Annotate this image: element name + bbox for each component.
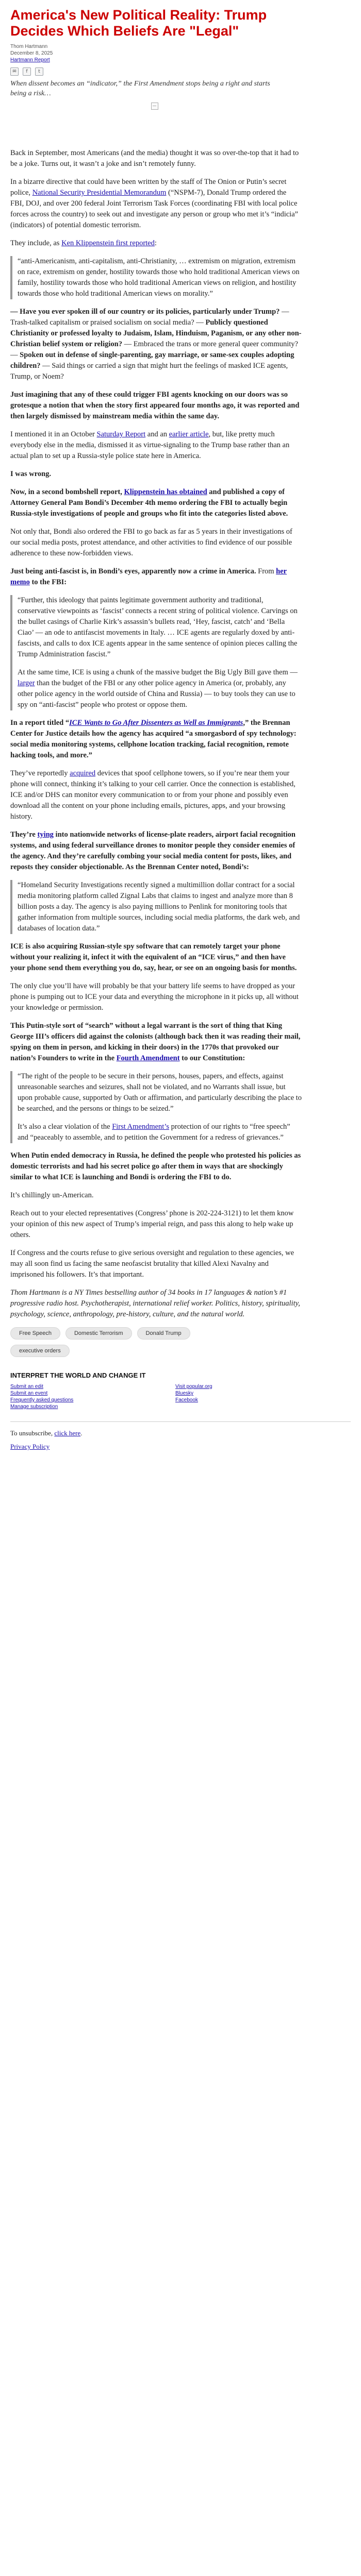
article-body — [10, 148, 302, 1357]
earlier-article-link[interactable]: earlier article — [169, 430, 209, 438]
text: At the same time, ICE is using a chunk of the massive budget the Big Ugly Bill gave them — — [18, 668, 298, 676]
text: (“NSPM-7), Donald Trump ordered the FBI, DOJ, and over 200 federal Joint Terrorism Task Forces (coordinating FBI with local police forces across the country) to seek out and investigate any person or group who met it’s “indicia” (indicators) of potential domestic terrorism. — [10, 189, 299, 229]
quote-text — [18, 1122, 302, 1143]
empty-cell — [175, 1403, 278, 1410]
bold-text: Just being anti-fascist is, in Bondi’s eyes, apparently now a crime in America. — [10, 567, 256, 575]
paragraph — [10, 389, 302, 422]
text: and an — [145, 430, 169, 438]
text: , but, like pretty much everybody else in the media, dismissed it as virtue-signaling to the Trump base rather than an actual plan to set up a Russia-style police state here in America. — [10, 430, 290, 460]
paragraph: It’s chillingly un-American. — [10, 1191, 94, 1199]
paragraph: Back in September, most Americans (and the media) thought it was so over-the-top that it had to be a joke. Turns out, it wasn’t a joke and isn’t remotely funny. — [10, 149, 299, 168]
text: devices that spoof cellphone towers, so if you’re near them your phone will connect, thinking it’s talking to your cell carrier. Once the connection is established, ICE and/or DHS can monitor every communication to or from your phone and possibly even download all the content on your phone including emails, pictures, apps, and your browsing history. — [10, 769, 296, 821]
bold-text: They’re — [10, 831, 38, 839]
submit-edit-link[interactable]: Submit an edit — [10, 1384, 43, 1389]
divider — [10, 1421, 351, 1422]
twitter-share-icon[interactable]: t — [35, 67, 43, 76]
text: To unsubscribe, — [10, 1429, 55, 1437]
bold-text: ICE is also acquiring Russian-style spy software that can remotely target your phone without your realizing it, infect it with the equivalent of an “ICE virus,” and then have your phone send them everything you do, say, hear, or see on an ongoing basis for months. — [10, 942, 297, 972]
article-meta — [10, 43, 351, 63]
bold-link-text: tying — [37, 831, 54, 839]
tag-donald-trump[interactable]: Donald Trump — [137, 1327, 190, 1340]
visit-popular-link[interactable]: Visit popular.org — [175, 1384, 212, 1389]
bold-text: Spoken out in defense of single-parenting, gay marriage, or same-sex couples adopting children? — [10, 351, 294, 370]
larger-link[interactable]: larger — [18, 679, 35, 687]
text: protection of our rights to “free speech” and “peaceably to assemble, and to petition the Government for a redress of grievances.” — [18, 1123, 290, 1142]
bold-text: ,” the Brennan Center for Justice details how the agency has acquired “a smorgasbord of spy technology: social media monitoring systems, cellphone location tracking, facial recognition, remote hacking tools, and more.” — [10, 719, 297, 759]
unsubscribe-line — [10, 1429, 351, 1437]
paragraph: The only clue you’ll have will probably be that your battery life seems to have dropped as your phone is pumping out to ICE your data and everything the microphone in it picks up, all without your knowledge or permission. — [10, 982, 299, 1012]
bold-text: into nationwide networks of license-plate readers, airport facial recognition systems, and using federal surveillance drones to monitor people they consider enemies of the agency. And they’re carefully combing your social media content for posts, likes, and reposts they consider objectionable. As the Brennan Center noted, Bondi’s: — [10, 831, 296, 871]
bold-link-text: Klippenstein has obtained — [124, 488, 207, 496]
acquired-link[interactable]: acquired — [70, 769, 96, 777]
bold-text: and published a copy of Attorney General Pam Bondi’s December 4th memo ordering the FBI to actually begin Russia-style investigations of people and groups who fit into the categories listed above. — [10, 488, 288, 518]
blockquote — [10, 256, 302, 299]
footer-links — [10, 1383, 351, 1410]
quote-text — [18, 667, 302, 710]
privacy-line — [10, 1443, 351, 1451]
bold-text: I was wrong. — [10, 470, 52, 478]
paragraph — [10, 1021, 302, 1064]
bold-text: This Putin-style sort of “search” without a legal warrant is the sort of thing that King George III’s officers did against the colonists (although back then it was reading their mail, spying on them in person, and kicking in their doors) in the 1770s that provoked our nation’s Founders to write in the — [10, 1022, 301, 1062]
bold-text: In a report titled “ — [10, 719, 70, 727]
klippenstein-link[interactable]: Ken Klippenstein first reported — [61, 239, 155, 247]
source-link[interactable]: Hartmann Report — [10, 57, 50, 63]
text: — Said things or carried a sign that might hurt the feelings of masked ICE agents, Trump, or Noem? — [10, 362, 288, 381]
text: It’s also a clear violation of the — [18, 1123, 112, 1131]
bold-text: Now, in a second bombshell report, — [10, 488, 124, 496]
bold-text: to the FBI: — [29, 578, 67, 586]
first-amendment-link[interactable]: First Amendment’s — [112, 1123, 169, 1131]
paragraph: Not only that, Bondi also ordered the FBI to go back as far as 5 years in their investigations of our social media posts, protest attendance, and other activities to find evidence of our possible adherence to these now-forbidden views. — [10, 528, 292, 557]
hero-image — [10, 101, 299, 138]
paragraph: If Congress and the courts refuse to give serious oversight and regulation to these agencies, we may all soon find us facing the same neofascist brutality that killed Alexi Navalny and imprisoned his followers. It’s that important. — [10, 1249, 294, 1279]
paragraph — [10, 177, 302, 231]
bold-text: — Have you ever spoken ill of our country or its policies, particularly under Trump? — [10, 308, 280, 316]
text: than the budget of the FBI or any other police agency in America (or, probably, any other police agency in the world outside of China and Russia) — to buy tools they can use to spy on “anti-fascist” people who protest or oppose them. — [18, 679, 296, 709]
bold-link-text: Fourth Amendment — [116, 1054, 180, 1062]
tag-domestic-terrorism[interactable]: Domestic Terrorism — [65, 1327, 132, 1340]
klippenstein-obtained-link[interactable] — [124, 488, 207, 496]
tying-link[interactable] — [38, 831, 54, 839]
text: They include, as — [10, 239, 62, 247]
text: — Trash-talked capitalism or praised socialism on social media? — — [10, 308, 289, 327]
quote-text: “anti-Americanism, anti-capitalism, anti-Christianity, … extremism on migration, extremism on race, extremism on gender, hostility towards those who hold traditional American views on family, hostility towards those who hold traditional American views on religion, and hostility towards those who hold traditional American views on morality.” — [18, 257, 300, 298]
brennan-report-link[interactable] — [69, 719, 243, 727]
author-bio: Thom Hartmann is a NY Times bestselling author of 34 books in 17 languages & nation’s #1 progressive radio host. Psychotherapist, international relief worker. Politics, history, spirituality, psychology, science, anthropology, pre-history, culture, and the natural world. — [10, 1289, 300, 1318]
nspm-link[interactable]: National Security Presidential Memorandum — [32, 189, 167, 197]
email-share-icon[interactable]: ✉ — [10, 67, 19, 76]
author-name: Thom Hartmann — [10, 44, 48, 49]
tag-executive-orders[interactable]: executive orders — [10, 1345, 70, 1357]
facebook-link[interactable]: Facebook — [175, 1397, 198, 1403]
text: : — [154, 239, 157, 247]
bold-text: When Putin ended democracy in Russia, he defined the people who protested his policies as domestic terrorists and had his secret police go after them in ways that are shockingly similar to what ICE is launching and Bondi is ordering the FBI to do. — [10, 1151, 301, 1181]
bold-text: Just imagining that any of these could trigger FBI agents knocking on our doors was so grotesque a notion that when the story first appeared four months ago, it was reported and then largely dismissed by mainstream media within the same day. — [10, 391, 300, 420]
paragraph — [10, 718, 302, 761]
paragraph — [10, 307, 302, 382]
paragraph: Reach out to your elected representatives (Congress’ phone is 202-224-3121) to let them know your opinion of this new aspect of Trump’s imperial reign, and pass this along to help wake up others. — [10, 1209, 294, 1239]
article-subtitle: When dissent becomes an “indicator,” the First Amendment stops being a right and starts being a risk… — [10, 80, 270, 97]
paragraph — [10, 768, 302, 822]
quote-text: “Further, this ideology that paints legitimate government authority and traditional, conservative viewpoints as ‘fascist’ connects a recent string of political violence. Carvings on the bullet casings of Charlie Kirk’s assassin’s bullets read, ‘Hey, fascist, catch’ and ‘Bella Ciao’ — an ode to antifascist movements in Italy. … ICE agents are regularly doxed by anti-fascists, and calls to dox ICE agents appear in the same sentence of opinion pieces calling the Trump Administration fascist.” — [18, 596, 298, 658]
paragraph — [10, 429, 302, 462]
paragraph — [10, 941, 302, 974]
tag-list — [10, 1327, 227, 1357]
paragraph — [10, 469, 302, 480]
saturday-report-link[interactable]: Saturday Report — [96, 430, 146, 438]
unsubscribe-link[interactable]: click here — [54, 1429, 81, 1437]
publish-date: December 8, 2025 — [10, 50, 53, 56]
text: . — [80, 1429, 83, 1437]
paragraph — [10, 829, 302, 873]
bluesky-link[interactable]: Bluesky — [175, 1391, 194, 1396]
facebook-share-icon[interactable]: f — [23, 67, 31, 76]
paragraph — [10, 487, 302, 519]
text: I mentioned it in an October — [10, 430, 97, 438]
bold-text: Publicly questioned Christianity or professed loyalty to Judaism, Islam, Hinduism, Paganism, or any other non-Christian belief system or religion? — [10, 318, 302, 348]
blockquote — [10, 880, 302, 934]
text: — Embraced the trans or more general queer community? — — [10, 340, 298, 359]
paragraph — [10, 238, 302, 249]
blockquote — [10, 595, 302, 710]
submit-event-link[interactable]: Submit an event — [10, 1391, 48, 1396]
paragraph — [10, 566, 302, 588]
paragraph — [10, 1150, 302, 1183]
image-placeholder-icon — [151, 103, 158, 110]
blockquote — [10, 1071, 302, 1143]
email-container — [10, 0, 351, 1461]
faq-link[interactable]: Frequently asked questions — [10, 1397, 74, 1403]
text: From — [256, 567, 276, 575]
bold-italic-link-text: ICE Wants to Go After Dissenters as Well as Immigrants — [69, 719, 243, 727]
bold-text: to our Constitution: — [179, 1054, 245, 1062]
article-title: America's New Political Reality: Trump Decides Which Beliefs Are "Legal" — [10, 7, 267, 39]
fourth-amendment-link[interactable] — [117, 1054, 180, 1062]
tag-free-speech[interactable]: Free Speech — [10, 1327, 60, 1340]
text: They’ve reportedly — [10, 769, 70, 777]
footer-heading: INTERPRET THE WORLD AND CHANGE IT — [10, 1371, 146, 1379]
text: In a bizarre directive that could have been written by the staff of The Onion or Putin’s secret police, — [10, 178, 287, 197]
manage-subscription-link[interactable]: Manage subscription — [10, 1404, 58, 1410]
bold-link-text: her memo — [10, 567, 287, 586]
quote-text: “The right of the people to be secure in their persons, houses, papers, and effects, against unreasonable searches and seizures, shall not be violated, and no Warrants shall issue, but upon probable cause, supported by Oath or affirmation, and particularly describing the place to be searched, and the persons or things to be seized.” — [18, 1072, 302, 1113]
privacy-policy-link[interactable]: Privacy Policy — [10, 1443, 50, 1450]
quote-text: “Homeland Security Investigations recently signed a multimillion dollar contract for a social media monitoring platform called Zignal Labs that claims to ingest and analyze more than 8 billion posts a day. The agency is also paying millions to Penlink for monitoring tools that gather information from multiple sources, including social media platforms, the dark web, and databases of location data.” — [18, 881, 300, 933]
share-row — [10, 67, 351, 76]
